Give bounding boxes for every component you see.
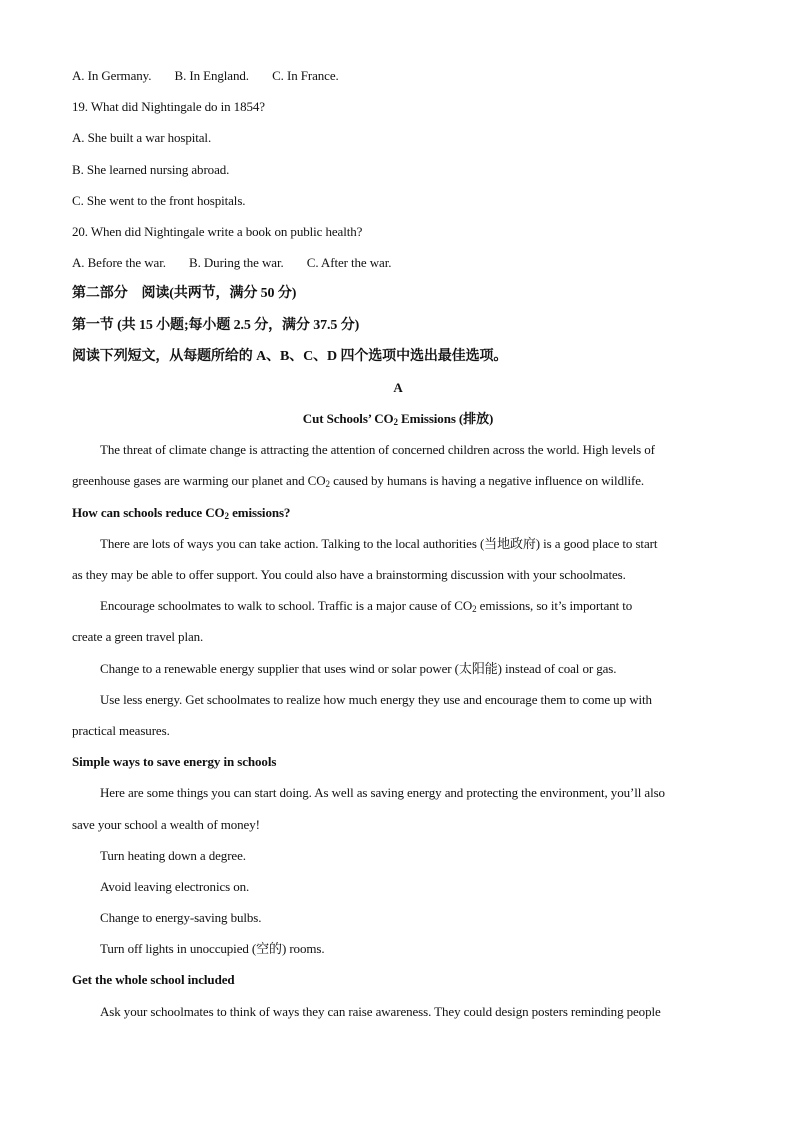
q19-option-b[interactable]: B. She learned nursing abroad. bbox=[72, 161, 230, 177]
subheading-whole-school: Get the whole school included bbox=[72, 972, 235, 988]
q18-option-b[interactable]: B. In England. bbox=[174, 68, 249, 83]
passage-title: Cut Schools’ $CO_2$ Emissions (排放) bbox=[302, 411, 494, 428]
q20-option-b[interactable]: B. During the war. bbox=[189, 255, 284, 271]
q20-option-a[interactable]: A. Before the war. bbox=[72, 255, 166, 271]
q20-option-c[interactable]: C. After the war. bbox=[306, 255, 392, 271]
subheading-reduce-emissions: How can schools reduce $CO_2$ emissions? bbox=[72, 504, 291, 521]
instruction: 阅读下列短文，从每题所给的 A、B、C、D 四个选项中选出最佳选项。 bbox=[72, 348, 508, 364]
document-page bbox=[72, 60, 724, 1027]
tip-item: Turn heating down a degree. bbox=[100, 847, 246, 863]
q19-question: 19. What did Nightingale do in 1854? bbox=[72, 99, 265, 115]
paragraph-2-line-2: as they may be able to offer support. You could also have a brainstorming discussion with your schoolmates. bbox=[72, 567, 626, 582]
paragraph-3-line-2: create a green travel plan. bbox=[72, 629, 204, 645]
tip-item: Change to energy-saving bulbs. bbox=[100, 910, 262, 926]
q20-question: 20. When did Nightingale write a book on public health? bbox=[72, 223, 363, 239]
paragraph-3-line-1: Encourage schoolmates to walk to school. Traffic is a major cause of $CO_2$ emissions, so it’s important to bbox=[100, 598, 633, 615]
paragraph-6-line-1: Here are some things you can start doing. As well as saving energy and protecting the environment, you’ll also bbox=[100, 785, 665, 801]
paragraph-5-line-2: practical measures. bbox=[72, 722, 170, 738]
q18-options bbox=[72, 60, 724, 91]
paragraph-2-line-1: There are lots of ways you can take action. Talking to the local authorities (当地政府) is a good place to start bbox=[100, 535, 658, 551]
paragraph-1-line-1: The threat of climate change is attracting the attention of concerned children across the world. High levels of bbox=[100, 442, 655, 458]
q19-option-a[interactable]: A. She built a war hospital. bbox=[72, 130, 212, 146]
paragraph-5-line-1: Use less energy. Get schoolmates to realize how much energy they use and encourage them to come up with bbox=[100, 691, 652, 707]
q20-options bbox=[72, 247, 724, 278]
q18-option-c[interactable]: C. In France. bbox=[272, 68, 339, 83]
tip-item: Avoid leaving electronics on. bbox=[100, 878, 250, 894]
tip-item: Turn off lights in unoccupied (空的) rooms. bbox=[100, 941, 325, 957]
q18-option-a[interactable]: A. In Germany. bbox=[72, 68, 152, 83]
paragraph-4: Change to a renewable energy supplier that uses wind or solar power (太阳能) instead of coal or gas. bbox=[100, 660, 617, 676]
subsection-heading: 第一节 (共 15 小题;每小题 2.5 分，满分 37.5 分) bbox=[72, 317, 360, 333]
paragraph-7-line-1: Ask your schoolmates to think of ways they can raise awareness. They could design posters reminding people bbox=[100, 1003, 661, 1019]
subheading-save-energy: Simple ways to save energy in schools bbox=[72, 754, 277, 770]
q19-option-c[interactable]: C. She went to the front hospitals. bbox=[72, 192, 246, 208]
paragraph-6-line-2: save your school a wealth of money! bbox=[72, 816, 260, 832]
part-heading: 第二部分 阅读(共两节，满分 50 分) bbox=[72, 286, 297, 302]
passage-letter: A bbox=[393, 379, 403, 395]
paragraph-1-line-2: greenhouse gases are warming our planet and $CO_2$ caused by humans is having a negative influence on wildlife. bbox=[72, 473, 645, 490]
